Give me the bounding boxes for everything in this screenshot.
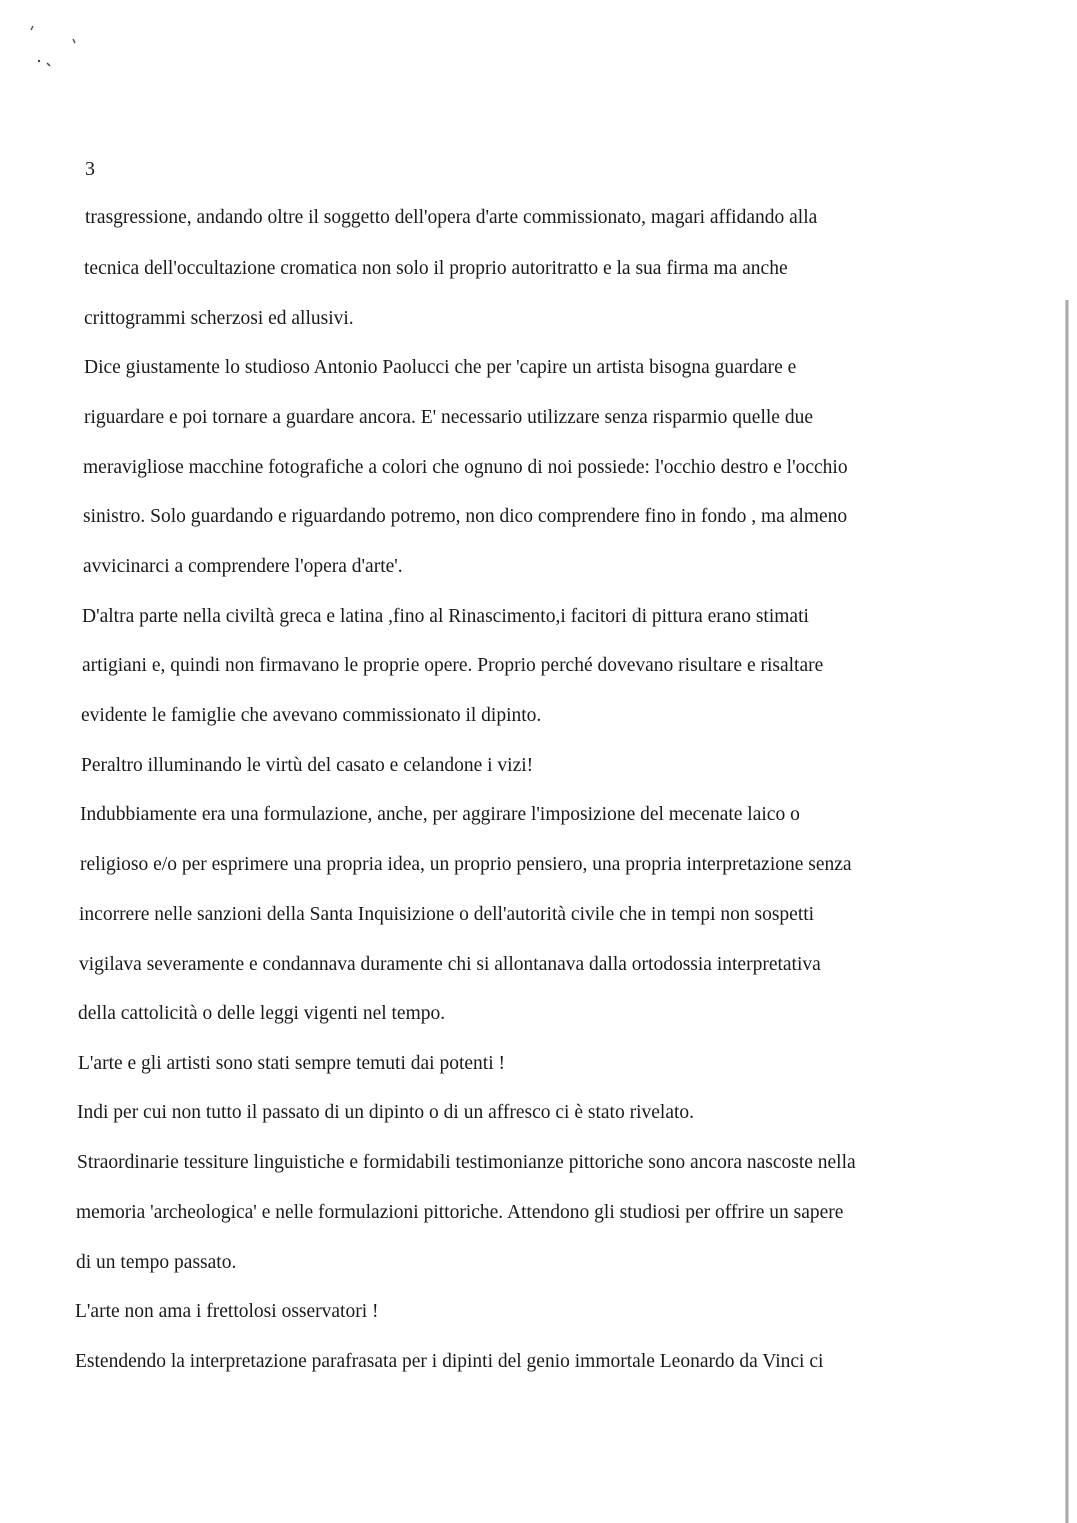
scan-specks	[0, 0, 120, 100]
text-line: della cattolicità o delle leggi vigenti nel tempo.	[78, 1003, 446, 1024]
text-line: Indi per cui non tutto il passato di un dipinto o di un affresco ci è stato rivelato.	[77, 1102, 695, 1123]
text-line: evidente le famiglie che avevano commissionato il dipinto.	[81, 705, 542, 726]
text-line: memoria 'archeologica' e nelle formulazioni pittoriche. Attendono gli studiosi per offrire un sapere	[76, 1202, 844, 1223]
text-line: di un tempo passato.	[76, 1252, 237, 1273]
text-line: sinistro. Solo guardando e riguardando potremo, non dico comprendere fino in fondo , ma almeno	[83, 506, 848, 527]
text-line: artigiani e, quindi non firmavano le proprie opere. Proprio perché dovevano risultare e risaltare	[82, 655, 824, 676]
text-line: L'arte non ama i frettolosi osservatori !	[75, 1301, 379, 1322]
text-line: riguardare e poi tornare a guardare ancora. E' necessario utilizzare senza risparmio quelle due	[84, 407, 813, 428]
text-line: tecnica dell'occultazione cromatica non solo il proprio autoritratto e la sua firma ma anche	[84, 258, 788, 279]
text-line: Estendendo la interpretazione parafrasata per i dipinti del genio immortale Leonardo da Vinci ci	[75, 1351, 824, 1372]
text-line: Dice giustamente lo studioso Antonio Paolucci che per 'capire un artista bisogna guardare e	[84, 357, 797, 378]
text-line: Indubbiamente era una formulazione, anche, per aggirare l'imposizione del mecenate laico o	[80, 804, 800, 825]
text-line: crittogrammi scherzosi ed allusivi.	[84, 308, 354, 329]
text-line: vigilava severamente e condannava duramente chi si allontanava dalla ortodossia interpretativa	[79, 954, 821, 975]
text-line: Straordinarie tessiture linguistiche e formidabili testimonianze pittoriche sono ancora nascoste nella	[77, 1152, 856, 1173]
text-line: avvicinarci a comprendere l'opera d'arte'.	[83, 556, 403, 577]
text-line: incorrere nelle sanzioni della Santa Inquisizione o dell'autorità civile che in tempi non sospetti	[79, 904, 815, 925]
text-line: trasgressione, andando oltre il soggetto dell'opera d'arte commissionato, magari affidando alla	[85, 207, 818, 228]
text-line: meravigliose macchine fotografiche a colori che ognuno di noi possiede: l'occhio destro e l'occhio	[83, 457, 848, 478]
text-line: Peraltro illuminando le virtù del casato e celandone i vizi!	[81, 755, 534, 776]
text-line: L'arte e gli artisti sono stati sempre temuti dai potenti !	[78, 1053, 505, 1074]
text-line: religioso e/o per esprimere una propria idea, un proprio pensiero, una propria interpretazione senza	[80, 854, 852, 875]
text-line: D'altra parte nella civiltà greca e latina ,fino al Rinascimento,i facitori di pittura erano stimati	[82, 606, 809, 627]
page-number: 3	[85, 158, 95, 180]
scan-edge-shadow	[1065, 300, 1069, 1523]
